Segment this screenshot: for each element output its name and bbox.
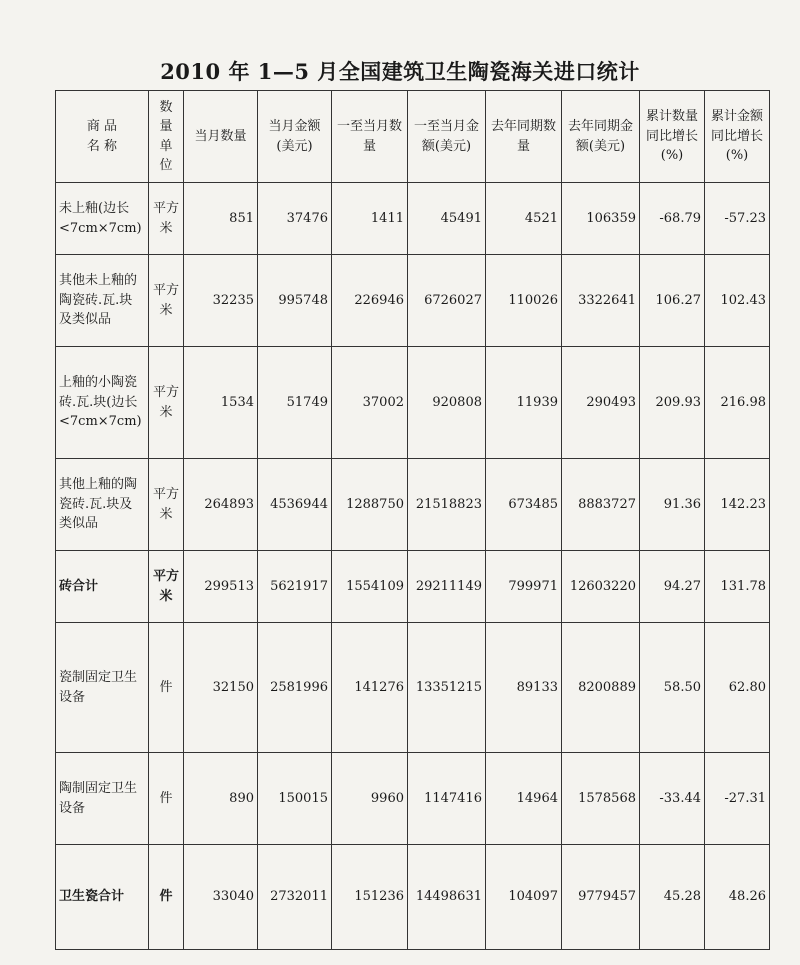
value-cell: 8883727 <box>562 459 640 551</box>
table-row <box>56 183 770 255</box>
value-cell: 106.27 <box>640 255 705 347</box>
value-cell: 150015 <box>258 753 332 845</box>
product-name-cell: 陶制固定卫生设备 <box>56 753 149 845</box>
header-qty-growth: 累计数量同比增长(%) <box>640 91 705 183</box>
value-cell: 37476 <box>258 183 332 255</box>
value-cell: 14498631 <box>408 845 486 950</box>
value-cell: 32235 <box>184 255 258 347</box>
value-cell: 920808 <box>408 347 486 459</box>
header-amount-growth: 累计金额同比增长(%) <box>705 91 770 183</box>
table-row <box>56 255 770 347</box>
value-cell: 12603220 <box>562 551 640 623</box>
value-cell: 216.98 <box>705 347 770 459</box>
value-cell: 5621917 <box>258 551 332 623</box>
table-row <box>56 347 770 459</box>
product-name-cell: 卫生瓷合计 <box>56 845 149 950</box>
value-cell: -33.44 <box>640 753 705 845</box>
value-cell: 104097 <box>486 845 562 950</box>
value-cell: 4521 <box>486 183 562 255</box>
statistics-table <box>55 90 770 950</box>
value-cell: 21518823 <box>408 459 486 551</box>
header-product-name: 商 品 名 称 <box>56 91 149 183</box>
value-cell: 11939 <box>486 347 562 459</box>
product-name-cell: 上釉的小陶瓷砖.瓦.块(边长<7cm×7cm) <box>56 347 149 459</box>
product-name-cell: 其他未上釉的陶瓷砖.瓦.块及类似品 <box>56 255 149 347</box>
header-row <box>56 91 770 183</box>
value-cell: 37002 <box>332 347 408 459</box>
value-cell: 45.28 <box>640 845 705 950</box>
table-row <box>56 459 770 551</box>
value-cell: 8200889 <box>562 623 640 753</box>
unit-cell: 平方米 <box>149 255 184 347</box>
header-month-qty: 当月数量 <box>184 91 258 183</box>
unit-cell: 平方米 <box>149 551 184 623</box>
value-cell: 6726027 <box>408 255 486 347</box>
header-ytd-amount: 一至当月金额(美元) <box>408 91 486 183</box>
value-cell: 995748 <box>258 255 332 347</box>
value-cell: 58.50 <box>640 623 705 753</box>
value-cell: 14964 <box>486 753 562 845</box>
value-cell: 1534 <box>184 347 258 459</box>
product-name-cell: 其他上釉的陶瓷砖.瓦.块及类似品 <box>56 459 149 551</box>
header-ytd-qty: 一至当月数量 <box>332 91 408 183</box>
value-cell: -27.31 <box>705 753 770 845</box>
unit-cell: 件 <box>149 623 184 753</box>
value-cell: 94.27 <box>640 551 705 623</box>
header-unit: 数 量 单 位 <box>149 91 184 183</box>
value-cell: 131.78 <box>705 551 770 623</box>
table-row <box>56 845 770 950</box>
value-cell: 48.26 <box>705 845 770 950</box>
unit-cell: 件 <box>149 845 184 950</box>
header-lastyear-amount: 去年同期金额(美元) <box>562 91 640 183</box>
value-cell: 91.36 <box>640 459 705 551</box>
value-cell: 890 <box>184 753 258 845</box>
value-cell: 45491 <box>408 183 486 255</box>
value-cell: 9779457 <box>562 845 640 950</box>
value-cell: 3322641 <box>562 255 640 347</box>
value-cell: 151236 <box>332 845 408 950</box>
value-cell: 264893 <box>184 459 258 551</box>
value-cell: 2732011 <box>258 845 332 950</box>
table-row <box>56 623 770 753</box>
value-cell: 32150 <box>184 623 258 753</box>
value-cell: 290493 <box>562 347 640 459</box>
unit-cell: 平方米 <box>149 347 184 459</box>
value-cell: 673485 <box>486 459 562 551</box>
value-cell: 226946 <box>332 255 408 347</box>
product-name-cell: 砖合计 <box>56 551 149 623</box>
value-cell: 1578568 <box>562 753 640 845</box>
value-cell: -68.79 <box>640 183 705 255</box>
unit-cell: 平方米 <box>149 183 184 255</box>
value-cell: 2581996 <box>258 623 332 753</box>
unit-cell: 平方米 <box>149 459 184 551</box>
value-cell: 1411 <box>332 183 408 255</box>
table-row <box>56 551 770 623</box>
value-cell: 1147416 <box>408 753 486 845</box>
page-title: 2010 年 1—5 月全国建筑卫生陶瓷海关进口统计 <box>160 59 640 84</box>
table-row <box>56 753 770 845</box>
value-cell: -57.23 <box>705 183 770 255</box>
value-cell: 110026 <box>486 255 562 347</box>
value-cell: 142.23 <box>705 459 770 551</box>
value-cell: 9960 <box>332 753 408 845</box>
unit-cell: 件 <box>149 753 184 845</box>
value-cell: 799971 <box>486 551 562 623</box>
value-cell: 4536944 <box>258 459 332 551</box>
value-cell: 62.80 <box>705 623 770 753</box>
value-cell: 33040 <box>184 845 258 950</box>
value-cell: 29211149 <box>408 551 486 623</box>
value-cell: 209.93 <box>640 347 705 459</box>
header-month-amount: 当月金额(美元) <box>258 91 332 183</box>
product-name-cell: 未上釉(边长<7cm×7cm) <box>56 183 149 255</box>
value-cell: 102.43 <box>705 255 770 347</box>
value-cell: 1288750 <box>332 459 408 551</box>
product-name-cell: 瓷制固定卫生设备 <box>56 623 149 753</box>
value-cell: 1554109 <box>332 551 408 623</box>
value-cell: 106359 <box>562 183 640 255</box>
value-cell: 89133 <box>486 623 562 753</box>
value-cell: 13351215 <box>408 623 486 753</box>
value-cell: 299513 <box>184 551 258 623</box>
value-cell: 51749 <box>258 347 332 459</box>
value-cell: 141276 <box>332 623 408 753</box>
value-cell: 851 <box>184 183 258 255</box>
header-lastyear-qty: 去年同期数量 <box>486 91 562 183</box>
